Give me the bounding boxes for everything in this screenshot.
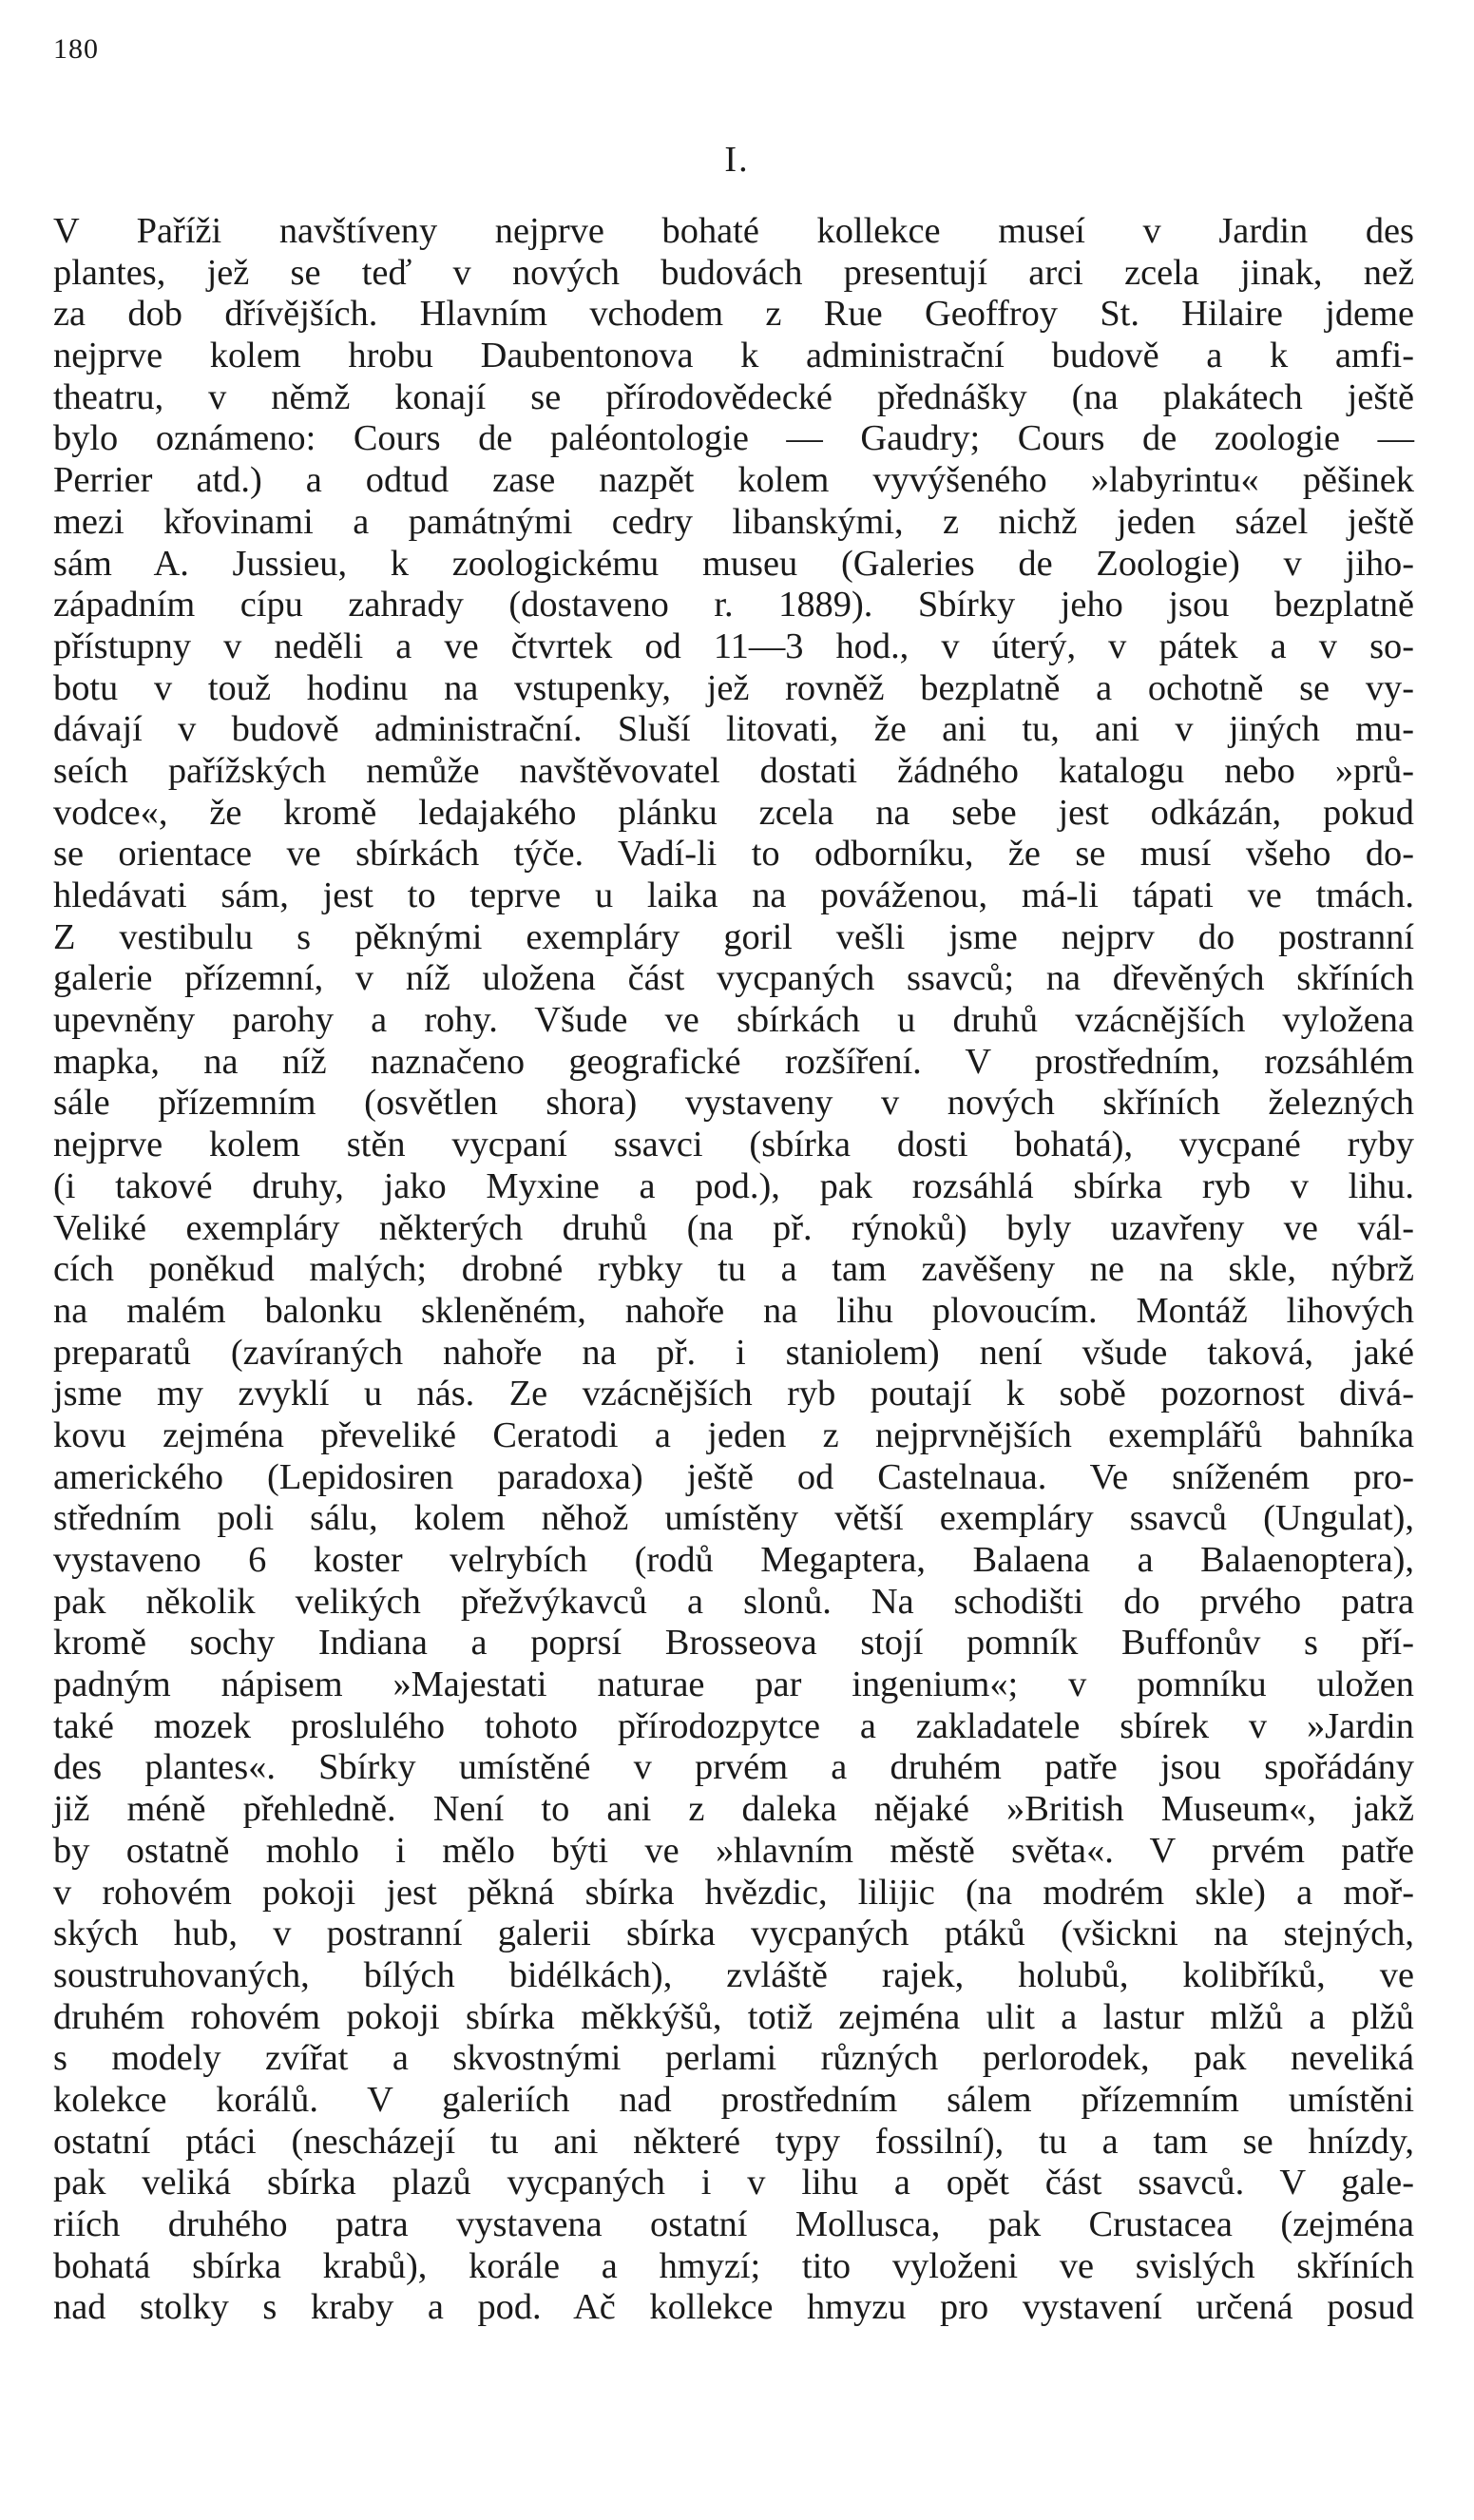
text-line: druhém rohovém pokoji sbírka měkkýšů, totiž zejména ulit a lastur mlžů a plžů [53, 1996, 1414, 2037]
text-line: sále přízemním (osvětlen shora) vystaveny v nových skříních železných [53, 1083, 1414, 1124]
text-line: mapka, na níž naznačeno geografické rozšíření. V prostředním, rozsáhlém [53, 1041, 1414, 1082]
text-line: Perrier atd.) a odtud zase nazpět kolem vyvýšeného »labyrintu« pěšinek [53, 460, 1414, 501]
text-line: bohatá sbírka krabů), korále a hmyzí; tito vyloženi ve svislých skříních [53, 2245, 1414, 2286]
text-line: západním cípu zahrady (dostaveno r. 1889). Sbírky jeho jsou bezplatně [53, 585, 1414, 625]
text-line: dávají v budově administrační. Sluší litovati, že ani tu, ani v jiných mu- [53, 709, 1414, 750]
text-line: také mozek proslulého tohoto přírodozpytce a zakladatele sbírek v »Jardin [53, 1705, 1414, 1746]
text-line: přístupny v neděli a ve čtvrtek od 11—3 hod., v úterý, v pátek a v so- [53, 625, 1414, 666]
text-line: sám A. Jussieu, k zoologickému museu (Galeries de Zoologie) v jiho- [53, 543, 1414, 584]
text-line: des plantes«. Sbírky umístěné v prvém a druhém patře jsou spořádány [53, 1747, 1414, 1788]
text-line: vodce«, že kromě ledajakého plánku zcela na sebe jest odkázán, pokud [53, 792, 1414, 833]
text-line: na malém balonku skleněném, nahoře na lihu plovoucím. Montáž lihových [53, 1290, 1414, 1331]
text-line: Z vestibulu s pěknými exempláry goril vešli jsme nejprv do postranní [53, 916, 1414, 957]
text-line: amerického (Lepidosiren paradoxa) ještě od Castelnaua. Ve sníženém pro- [53, 1456, 1414, 1497]
text-line: jsme my zvyklí u nás. Ze vzácnějších ryb poutají k sobě pozornost divá- [53, 1374, 1414, 1414]
section-heading: I. [724, 140, 750, 180]
text-line: Veliké exempláry některých druhů (na př. rýnoků) byly uzavřeny ve vál- [53, 1207, 1414, 1248]
text-line: soustruhovaných, bílých bidélkách), zvláště rajek, holubů, kolibříků, ve [53, 1954, 1414, 1995]
text-line: hledávati sám, jest to teprve u laika na pováženou, má-li tápati ve tmách. [53, 875, 1414, 915]
text-line: kovu zejména převeliké Ceratodi a jeden z nejprvnějších exemplářů bahníka [53, 1414, 1414, 1455]
page-number: 180 [53, 33, 99, 65]
text-line: se orientace ve sbírkách týče. Vadí-li to odborníku, že se musí všeho do- [53, 834, 1414, 875]
text-line: botu v touž hodinu na vstupenky, jež rovněž bezplatně a ochotně se vy- [53, 667, 1414, 708]
text-line: padným nápisem »Majestati naturae par ingenium«; v pomníku uložen [53, 1664, 1414, 1705]
text-line: bylo oznámeno: Cours de paléontologie — Gaudry; Cours de zoologie — [53, 418, 1414, 459]
text-line: nad stolky s kraby a pod. Ač kollekce hmyzu pro vystavení určená posud [53, 2287, 1414, 2328]
text-line: ských hub, v postranní galerii sbírka vycpaných ptáků (všickni na stejných, [53, 1914, 1414, 1954]
text-line: ostatní ptáci (nescházejí tu ani některé typy fossilní), tu a tam se hnízdy, [53, 2121, 1414, 2162]
text-line: s modely zvířat a skvostnými perlami různých perlorodek, pak neveliká [53, 2038, 1414, 2079]
text-line: kromě sochy Indiana a poprsí Brosseova stojí pomník Buffonův s pří- [53, 1623, 1414, 1664]
text-line: riích druhého patra vystavena ostatní Mollusca, pak Crustacea (zejména [53, 2204, 1414, 2244]
text-line: galerie přízemní, v níž uložena část vycpaných ssavců; na dřevěných skříních [53, 958, 1414, 999]
text-line: V Paříži navštíveny nejprve bohaté kollekce museí v Jardin des [53, 211, 1414, 251]
text-line: nejprve kolem stěn vycpaní ssavci (sbírka dosti bohatá), vycpané ryby [53, 1125, 1414, 1165]
text-line: v rohovém pokoji jest pěkná sbírka hvězdic, lilijic (na modrém skle) a moř- [53, 1872, 1414, 1913]
text-line: seích pařížských nemůže navštěvovatel dostati žádného katalogu nebo »prů- [53, 750, 1414, 791]
text-line: (i takové druhy, jako Myxine a pod.), pak rozsáhlá sbírka ryb v lihu. [53, 1165, 1414, 1206]
text-line: již méně přehledně. Není to ani z daleka nějaké »British Museum«, jakž [53, 1789, 1414, 1830]
text-line: za dob dřívějších. Hlavním vchodem z Rue Geoffroy St. Hilaire jdeme [53, 294, 1414, 335]
body-text [53, 211, 1414, 2329]
text-line: kolekce korálů. V galeriích nad prostředním sálem přízemním umístěni [53, 2079, 1414, 2120]
text-line: mezi křovinami a památnými cedry libanskými, z nichž jeden sázel ještě [53, 501, 1414, 542]
text-line: cích poněkud malých; drobné rybky tu a tam zavěšeny ne na skle, nýbrž [53, 1249, 1414, 1290]
text-line: pak několik velikých přežvýkavců a slonů. Na schodišti do prvého patra [53, 1581, 1414, 1622]
text-line: středním poli sálu, kolem něhož umístěny větší exempláry ssavců (Ungulat), [53, 1498, 1414, 1539]
text-line: preparatů (zavíraných nahoře na př. i staniolem) není všude taková, jaké [53, 1332, 1414, 1373]
text-line: theatru, v němž konají se přírodovědecké přednášky (na plakátech ještě [53, 376, 1414, 417]
text-line: upevněny parohy a rohy. Všude ve sbírkách u druhů vzácnějších vyložena [53, 1000, 1414, 1041]
text-line: vystaveno 6 koster velrybích (rodů Megaptera, Balaena a Balaenoptera), [53, 1540, 1414, 1580]
text-line: plantes, jež se teď v nových budovách presentují arci zcela jinak, než [53, 252, 1414, 293]
text-line: nejprve kolem hrobu Daubentonova k administrační budově a k amfi- [53, 336, 1414, 376]
text-line: by ostatně mohlo i mělo býti ve »hlavním městě světa«. V prvém patře [53, 1830, 1414, 1871]
text-line: pak veliká sbírka plazů vycpaných i v lihu a opět část ssavců. V gale- [53, 2163, 1414, 2203]
